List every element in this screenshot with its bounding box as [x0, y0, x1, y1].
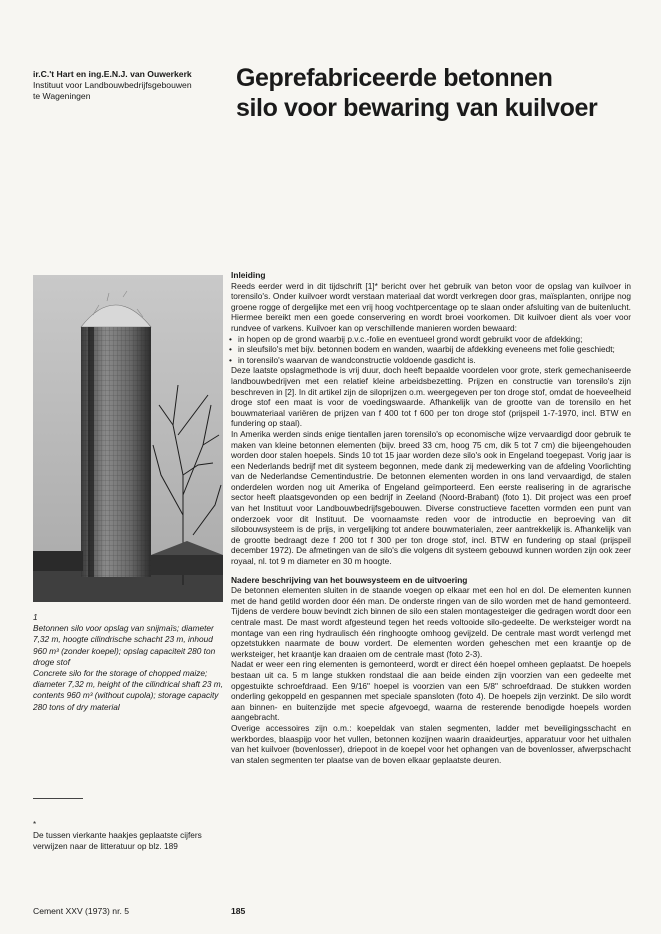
- footnote-text: De tussen vierkante haakjes geplaatste cijfers verwijzen naar de litteratuur op blz. 189: [33, 830, 202, 852]
- institute-line-2: te Wageningen: [33, 91, 91, 102]
- author-block: [33, 69, 233, 103]
- paragraph-6: Overige accessoires zijn o.m.: koepeldak van stalen segmenten, ladder met beveiligingsschacht en werkbordes, blaaspijp voor het vullen, betonnen kozijnen waarin draaideurtjes, apparatuur voor het uithalen van het kuilvoer (bovenlosser), driepoot in de koepel voor het ophangen van de bovenlosser, afwerpschacht van stalen segmenten ter plaatse van de boven elkaar geplaatste deuren.: [231, 722, 631, 765]
- title-line-2: silo voor bewaring van kuilvoer: [236, 94, 598, 122]
- paragraph-1: Reeds eerder werd in dit tijdschrift [1]* bericht over het gebruik van beton voor de opslag van kuilvoer in torensilo's. Onder kuilvoer wordt verstaan materiaal dat wordt verkregen door gras, maïsplanten, onrijpe nog groene rogge of dergelijke met een vrij hoog vochtpercentage op te slaan onder afsluiting van de buitenlucht. Hiermee bereikt men een goede conservering en wordt broei voorkomen. Dit kuilvoer dient als voer voor rundvee of varkens. Kuilvoer kan op verschillende manieren worden bewaard:: [231, 280, 631, 333]
- page-number: 185: [231, 906, 246, 916]
- silo-photo-image: [33, 275, 223, 602]
- caption-dutch: Betonnen silo voor opslag van snijmaïs; diameter 7,32 m, hoogte cilindrische schacht 23 m, inhoud 960 m³ (zonder koepel); opslag capaciteit 280 ton droge stof: [33, 623, 216, 667]
- footnote-divider: [33, 798, 83, 799]
- footnote-marker: *: [33, 820, 37, 829]
- caption-english: Concrete silo for the storage of chopped maize; diameter 7,32 m, height of the cilindrical shaft 23 m, contents 960 m³ (without cupola); storage capacity 280 tons of dry material: [33, 668, 224, 712]
- list-item: • in torensilo's waarvan de wandconstructie voldoende gasdicht is.: [237, 355, 631, 366]
- article-body: [231, 270, 631, 765]
- journal-reference: Cement XXV (1973) nr. 5: [33, 906, 130, 916]
- section-heading-inleiding: Inleiding: [231, 270, 266, 280]
- paragraph-3: In Amerika werden sinds enige tientallen jaren torensilo's op economische wijze vervaardigd door gebruik te maken van kleine betonnen elementen (bijv. breed 33 cm, hoog 75 cm, dik 5 tot 7 cm) die bijeengehouden worden door stalen hoepels. Sinds 10 tot 15 jaar worden deze silo's ook in Engeland toegepast. Vorig jaar is een Nederlands bedrijf met dit systeem begonnen, mede dank zij medewerking van de afdeling Voorlichting van de Nederlandse Cementindustrie. De betonnen elementen worden in ons land vervaardigd, de stalen onderdelen worden nog uit Amerika of Engeland geïmporteerd. Een eerste realisering in de agrarische sector heeft plaatsgevonden op een bedrijf in Zeeland (Noord-Brabant) (foto 1). Dit project was een proef van het Instituut voor Landbouwbedrijfsgebouwen. Diverse constructieve facetten vormden een punt van onderzoek voor dit Instituut. De voornaamste reden voor de introductie en beproeving van dit silobouwsysteem is de prijs, in vergelijking tot andere bouwmaterialen, zeer aantrekkelijk is. Afhankelijk van de grootte bedraagt deze f 200 tot f 300 per ton droge stof, incl. BTW en fundering op staal (prijspeil december 1972). De afmetingen van de silo's die volgens dit systeem gebouwd kunnen worden zijn ook zeer royaal, nl. tot 9 m diameter en 30 m hoogte.: [231, 428, 631, 567]
- title-line-1: Geprefabriceerde betonnen: [236, 64, 553, 92]
- paragraph-4: De betonnen elementen sluiten in de staande voegen op elkaar met een hol en dol. De elementen kunnen met de hand getild worden door één man. De onderste ringen van de silo worden met de hand gemonteerd. Tijdens de verdere bouw bevindt zich binnen de silo een stalen montagesteiger die gedragen wordt door een centrale mast. De mast wordt afgesteund tegen het reeds voltooide silo-gedeelte. De werksteiger wordt na montage van een ring hydraulisch één ringhoogte omhoog gevijzeld. De centrale mast wordt verlengd met opzetstukken naarmate de bouw vordert. De elementen worden geheschen met een kraantje op de werksteiger, het kraantje kan draaien om de centrale mast (foto 2-3).: [231, 585, 631, 659]
- section-heading-bouwsysteem: Nadere beschrijving van het bouwsysteem en de uitvoering: [231, 574, 468, 585]
- institute-line-1: Instituut voor Landbouwbedrijfsgebouwen: [33, 80, 192, 91]
- paragraph-2: Deze laatste opslagmethode is vrij duur, doch heeft bepaalde voordelen voor grote, sterk gemechaniseerde landbouwbedrijven met een relatief kleine arbeidsbezetting. Prijzen en constructie van torensilo's zijn beschreven in [2]. In dit artikel zijn de siloprijzen o.m. weergegeven per ton droge stof, omdat de hoeveelheid droge stof een maat is voor de voedingswaarde. Afhankelijk van de grootte van de torensilo en het bouwmateriaal variëren de prijzen van f 400 tot f 600 per ton droge stof (prijspeil 1-7-1970, incl. BTW en fundering op staal).: [231, 365, 631, 429]
- list-item: • in hopen op de grond waarbij p.v.c.-folie en eventueel grond wordt gebruikt voor de afdekking;: [237, 334, 631, 345]
- list-item: • in sleufsilo's met bijv. betonnen bodem en wanden, waarbij de afdekking eveneens met folie geschiedt;: [237, 344, 631, 355]
- article-title: [236, 63, 646, 123]
- paragraph-5: Nadat er weer een ring elementen is gemonteerd, wordt er direct één hoepel omheen geplaatst. De hoepels bestaan uit ca. 5 m lange stukken rondstaal die aan beide einden zijn voorzien van een gedeelte met opgestuikte schroefdraad. Een 9/16" hoepel is voorzien van een 5/8" schroefdraad. De stukken worden onderling gekoppeld en gespannen met speciale spansloten (foto 4). De hoepels zijn verzinkt. De silo wordt aan binnen- en buitenzijde met specie afgevoegd, waarna de resterende benodigde hoepels worden aangebracht.: [231, 659, 631, 723]
- footnote: [33, 819, 225, 853]
- silo-photo: [33, 275, 223, 602]
- figure-number: 1: [33, 612, 38, 622]
- figure-caption: [33, 612, 227, 713]
- author-names: ir.C.'t Hart en ing.E.N.J. van Ouwerkerk: [33, 69, 192, 79]
- storage-methods-list: [231, 334, 631, 366]
